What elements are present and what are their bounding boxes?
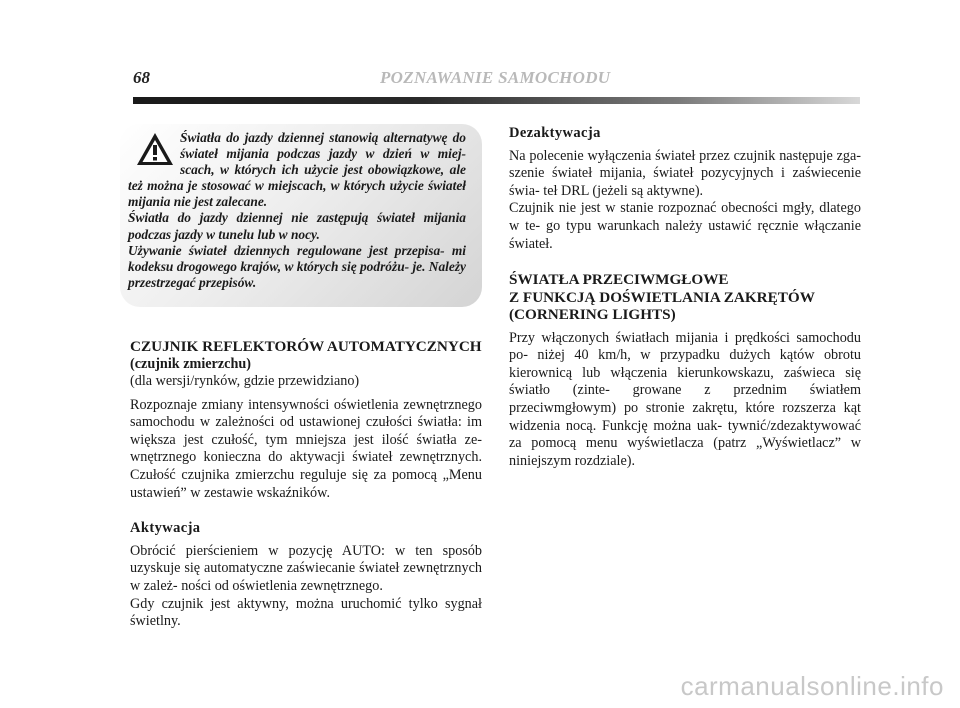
fog-paragraph: Przy włączonych światłach mijania i prędkości samochodu po- niżej 40 km/h, w przypadku dużych kątów obrotu kierownicą lub włączenia kierunkowskazu, zaświeca się światło (zinte- growane z przednim światłem przeciwmgłowym) po stronie zakrętu, które rozszerza kąt widzenia nocą. Funkcję można uak- tywnić/zdezaktywować za pomocą menu wyświetlacza (patrz „Wyświetlacz” w niniejszym rozdziale). xyxy=(509,329,861,469)
deactivation-paragraph-1: Na polecenie wyłączenia świateł przez czujnik następuje zga- szenie świateł mijania, świateł pozycyjnych i zaświecenie świa- teł DRL (jeżeli są aktywne). xyxy=(509,147,861,199)
warning-text xyxy=(128,130,466,291)
deactivation-paragraph-2: Czujnik nie jest w stanie rozpoznać obecności mgły, dlatego w te- go typu warunkach należy ustawić ręcznie włączanie świateł. xyxy=(509,200,861,252)
activation-paragraph-2: Gdy czujnik jest aktywny, można uruchomić tylko sygnał świetlny. xyxy=(130,595,482,630)
right-column xyxy=(509,125,861,470)
page-number: 68 xyxy=(133,68,150,87)
deactivation-heading: Dezaktywacja xyxy=(509,125,601,141)
activation-paragraph-1: Obrócić pierścieniem w pozycję AUTO: w ten sposób uzyskuje się automatyczne zaświecanie świateł zewnętrznych w zależ- ności od oświetlenia zewnętrznego. xyxy=(130,542,482,595)
section-title-fog-line3: (CORNERING LIGHTS) xyxy=(509,306,676,324)
activation-heading: Aktywacja xyxy=(130,520,201,537)
running-title: POZNAWANIE SAMOCHODU xyxy=(380,68,611,87)
sensor-intro-paragraph: Rozpoznaje zmiany intensywności oświetlenia zewnętrznego samochodu w zależności od ustawionej czułości światła: im większa jest czułość, tym mniejsza jest ilość światła ze- wnętrznego konieczna do aktywacji świateł zewnętrznych. Czułość czujnika zmierzchu reguluje się za pomocą „Menu ustawień” w zestawie wskaźników. xyxy=(130,396,482,501)
left-column xyxy=(130,338,482,631)
warning-paragraph-1: Światła do jazdy dziennej stanowią alternatywę do świateł mijania podczas jazdy w dzień w miej- scach, w których ich użycie jest obowiązkowe, ale też można je stosować w miejscach, w których użycie świateł mijania nie jest zalecane. xyxy=(128,130,466,210)
section-title-sensor: CZUJNIK REFLEKTORÓW AUTOMATYCZNYCH xyxy=(130,338,482,355)
watermark: carmanualsonline.info xyxy=(680,671,944,701)
warning-paragraph-2: Światła do jazdy dziennej nie zastępują świateł mijania podczas jazdy w tunelu lub w nocy. xyxy=(128,210,466,242)
section-title-fog-line1: ŚWIATŁA PRZECIWMGŁOWE xyxy=(509,271,729,289)
section-note: (dla wersji/rynków, gdzie przewidziano) xyxy=(130,373,360,390)
section-subtitle: (czujnik zmierzchu) xyxy=(130,355,251,372)
section-title-fog-line2: Z FUNKCJĄ DOŚWIETLANIA ZAKRĘTÓW xyxy=(509,288,815,306)
warning-paragraph-3: Używanie świateł dziennych regulowane jest przepisa- mi kodeksu drogowego krajów, w których się podróżu- je. Należy przestrzegać przepisów. xyxy=(128,242,466,290)
header-rule xyxy=(133,97,860,104)
